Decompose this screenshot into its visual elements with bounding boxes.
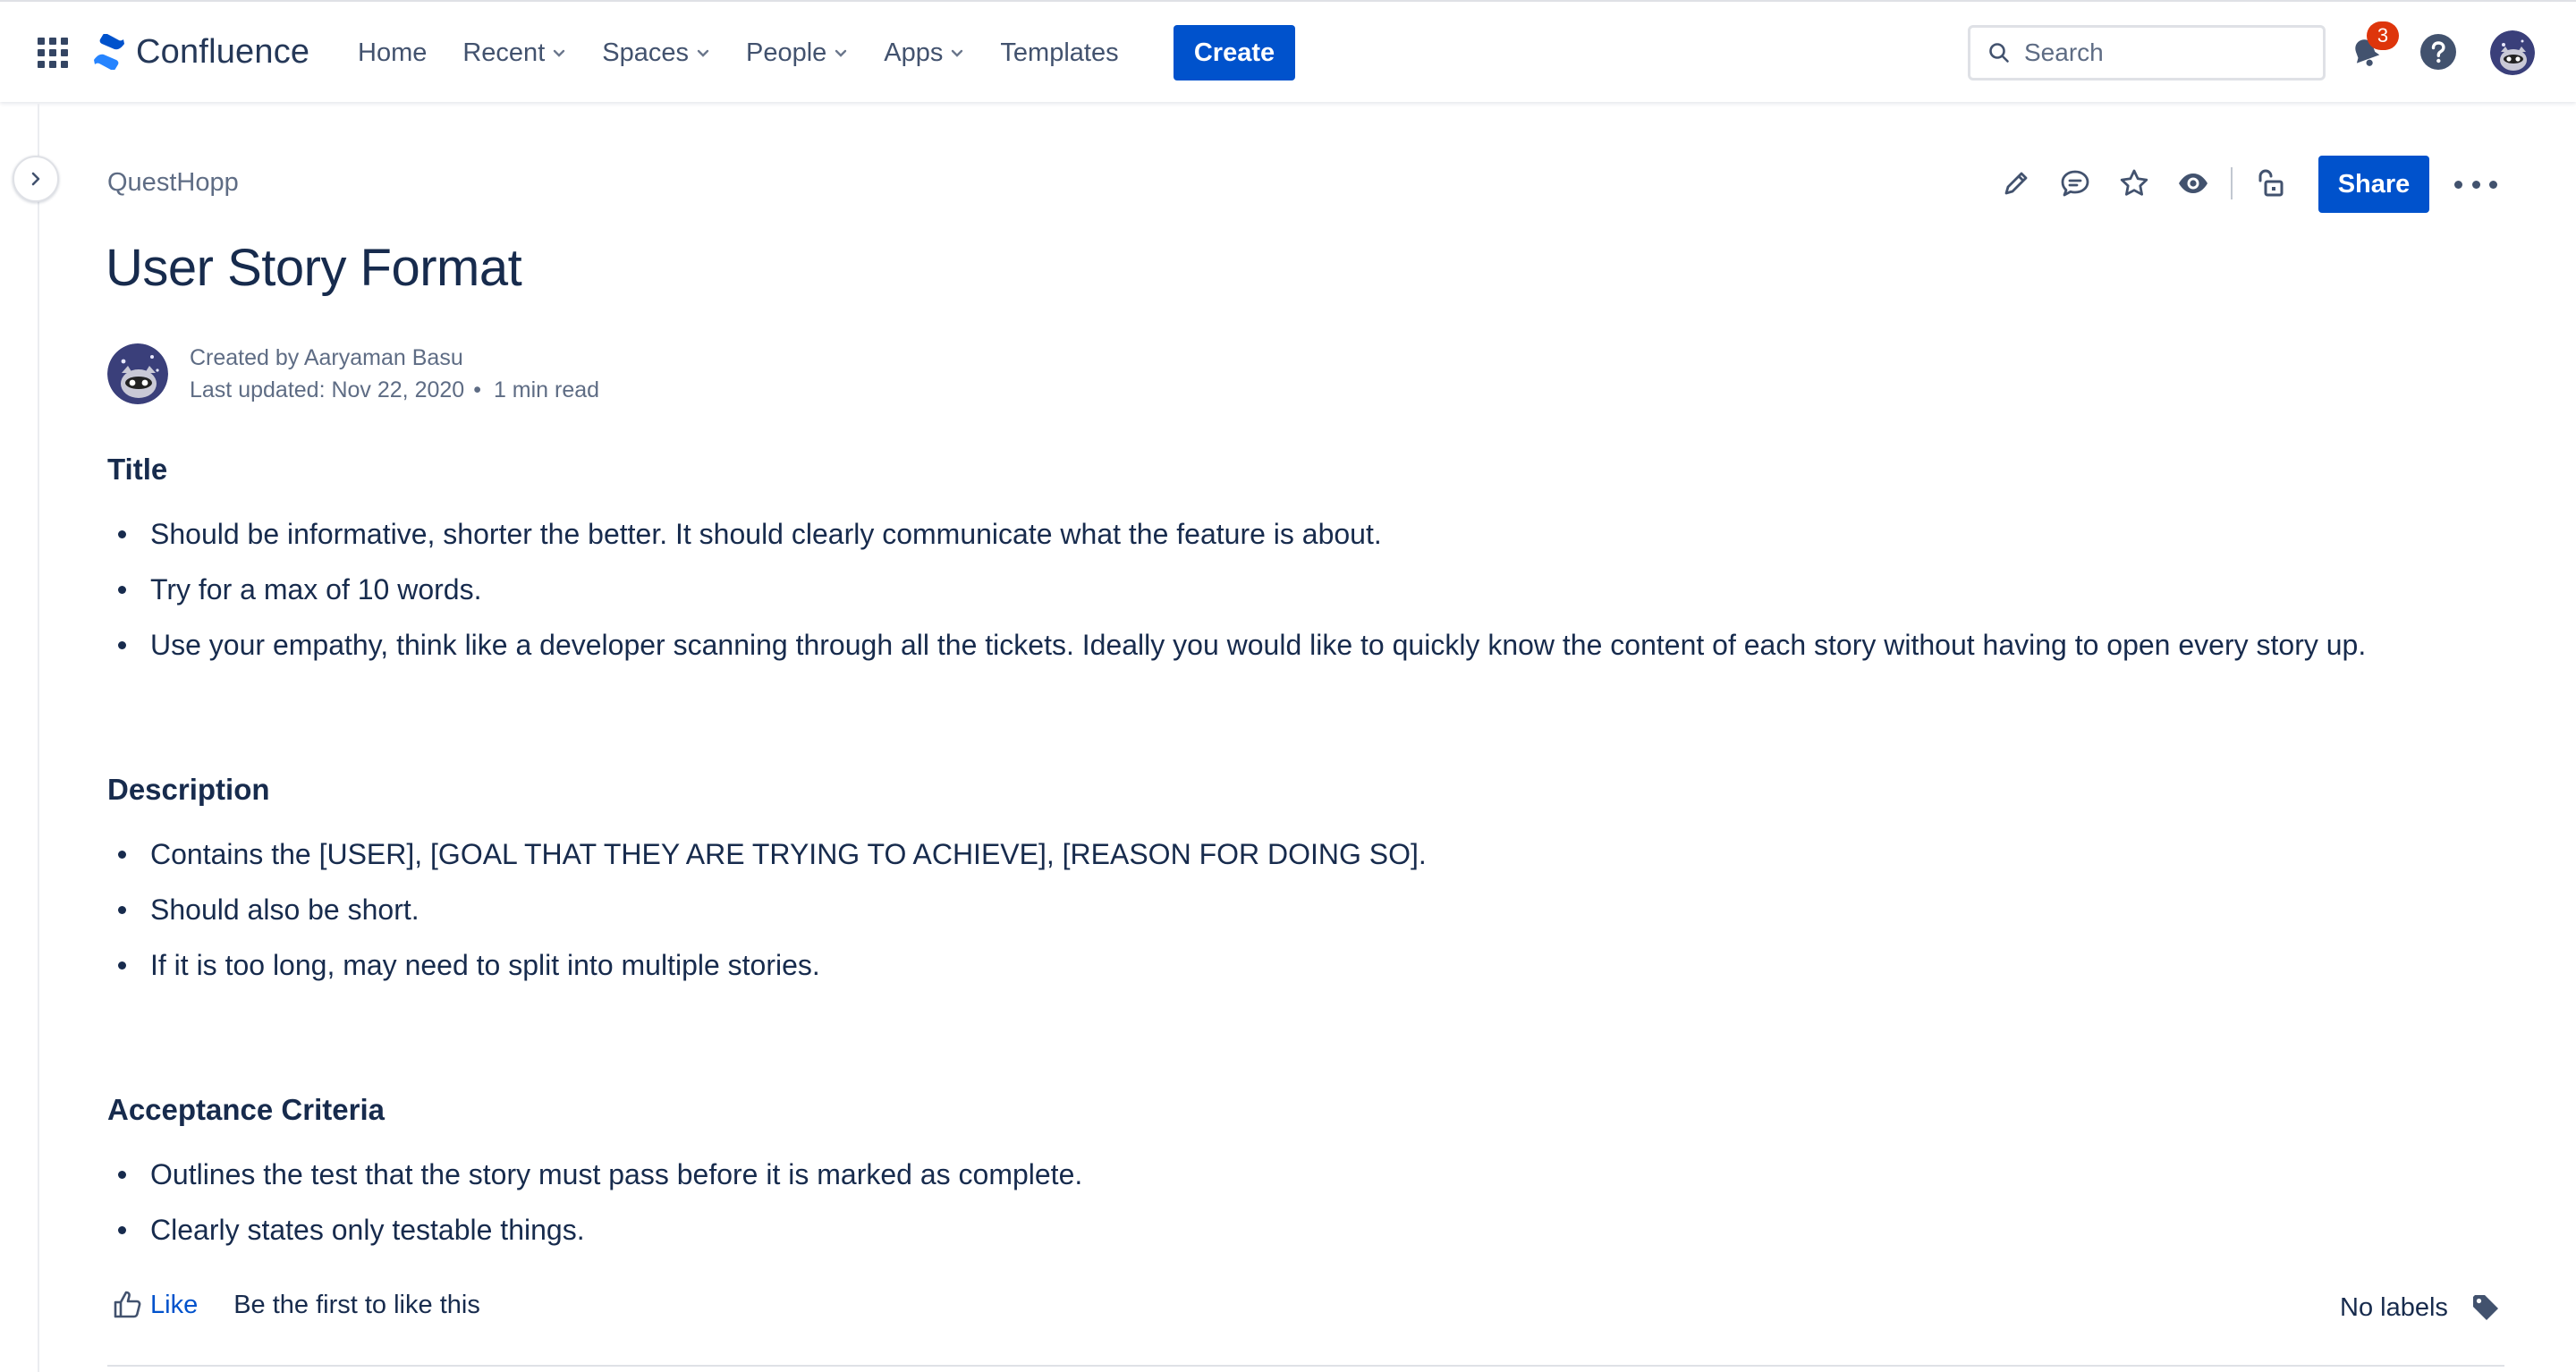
nav-home[interactable]: [358, 38, 427, 68]
top-navigation-bar: [0, 0, 2576, 102]
tag-icon[interactable]: [2470, 1292, 2502, 1324]
app-name: Confluence: [136, 32, 310, 71]
search-icon: [1987, 40, 2012, 65]
section-heading: Acceptance Criteria: [107, 1093, 385, 1126]
avatar[interactable]: [2490, 30, 2535, 75]
nav-people-label: People: [745, 38, 827, 67]
like-hint: Be the first to like this: [233, 1290, 480, 1319]
bullet-list: [107, 512, 2504, 678]
labels-area: [2340, 1292, 2502, 1324]
more-icon-dot: [2489, 181, 2497, 189]
nav-home-label: Home: [358, 38, 428, 67]
section-title: [107, 447, 2504, 678]
expand-sidebar-button[interactable]: [13, 156, 59, 202]
nav-apps-label: Apps: [884, 38, 944, 67]
nav-recent-label: Recent: [462, 38, 546, 67]
sidebar-divider: [38, 104, 39, 1372]
unlock-icon: [2253, 166, 2287, 200]
page-title: User Story Format: [106, 239, 522, 297]
nav-templates-label: Templates: [1000, 38, 1119, 67]
nav-spaces-label: Spaces: [602, 38, 689, 67]
star-button[interactable]: [2113, 162, 2156, 205]
list-item: Should also be short.: [107, 887, 2504, 943]
created-by: Created by Aaryaman Basu: [190, 345, 463, 370]
nav-templates[interactable]: [1000, 38, 1118, 68]
section-spacer: [107, 678, 2504, 767]
like-label: Like: [150, 1290, 199, 1319]
list-item: Use your empathy, think like a developer scanning through all the tickets. Ideally you would like to quickly know the content of each story without having to open every story up.: [107, 622, 2504, 678]
watch-button[interactable]: [2172, 162, 2215, 205]
last-updated[interactable]: Last updated: Nov 22, 2020: [190, 377, 465, 402]
share-button[interactable]: Share: [2318, 156, 2429, 213]
thumbs-up-icon: [111, 1288, 145, 1322]
chevron-right-icon: [27, 170, 45, 188]
comment-icon: [2058, 166, 2092, 200]
restrictions-button[interactable]: [2249, 162, 2292, 205]
nav-spaces[interactable]: [602, 38, 710, 68]
watch-icon: [2176, 166, 2210, 200]
search-placeholder: Search: [2024, 38, 2104, 66]
byline-separator: •: [473, 377, 481, 402]
help-icon[interactable]: [2419, 32, 2458, 72]
author-avatar[interactable]: [107, 343, 168, 404]
nav-apps[interactable]: [884, 38, 964, 68]
app-switcher-icon[interactable]: [38, 38, 68, 68]
chevron-down-icon: [552, 46, 566, 60]
main-nav: [358, 29, 1155, 77]
star-icon: [2117, 166, 2151, 200]
like-row: [111, 1288, 480, 1322]
confluence-logo-icon: [91, 34, 127, 70]
bullet-list: [107, 832, 2504, 998]
more-icon-dot: [2454, 181, 2462, 189]
byline: [107, 342, 599, 406]
chevron-down-icon: [950, 46, 964, 60]
labels-text: No labels: [2340, 1292, 2448, 1322]
footer-divider: [107, 1365, 2504, 1367]
more-actions-button[interactable]: [2454, 165, 2497, 204]
chevron-down-icon: [696, 46, 710, 60]
list-item: Contains the [USER], [GOAL THAT THEY ARE TRYING TO ACHIEVE], [REASON FOR DOING SO].: [107, 832, 2504, 887]
notification-badge: 3: [2367, 21, 2399, 50]
create-button[interactable]: Create: [1174, 25, 1295, 80]
more-icon-dot: [2472, 181, 2480, 189]
list-item: Try for a max of 10 words.: [107, 567, 2504, 622]
nav-recent[interactable]: [462, 38, 566, 68]
list-item: Should be informative, shorter the better. It should clearly communicate what the feature is about.: [107, 512, 2504, 567]
like-button[interactable]: [111, 1288, 198, 1322]
list-item: If it is too long, may need to split into multiple stories.: [107, 943, 2504, 998]
nav-people[interactable]: [746, 38, 848, 68]
confluence-logo[interactable]: [91, 32, 309, 72]
comment-button[interactable]: [2054, 162, 2097, 205]
section-heading: Description: [107, 773, 270, 806]
page-toolbar: [1995, 152, 2308, 215]
edit-icon: [1999, 166, 2033, 200]
search-input[interactable]: [1968, 25, 2326, 80]
breadcrumb-space[interactable]: QuestHopp: [107, 168, 239, 197]
toolbar-divider: [2231, 167, 2233, 199]
page-content: [107, 447, 2504, 1263]
list-item: Clearly states only testable things.: [107, 1207, 2504, 1263]
section-spacer: [107, 998, 2504, 1088]
section-acceptance-criteria: [107, 1088, 2504, 1263]
updated-row: [190, 374, 599, 406]
bullet-list: [107, 1152, 2504, 1263]
author-avatar-image: [107, 343, 168, 404]
user-avatar-image: [2490, 30, 2535, 75]
section-heading: Title: [107, 453, 168, 486]
chevron-down-icon: [834, 46, 848, 60]
byline-text: [190, 342, 599, 406]
section-description: [107, 767, 2504, 998]
read-time: 1 min read: [493, 377, 600, 402]
list-item: Outlines the test that the story must pass before it is marked as complete.: [107, 1152, 2504, 1207]
edit-button[interactable]: [1995, 162, 2038, 205]
